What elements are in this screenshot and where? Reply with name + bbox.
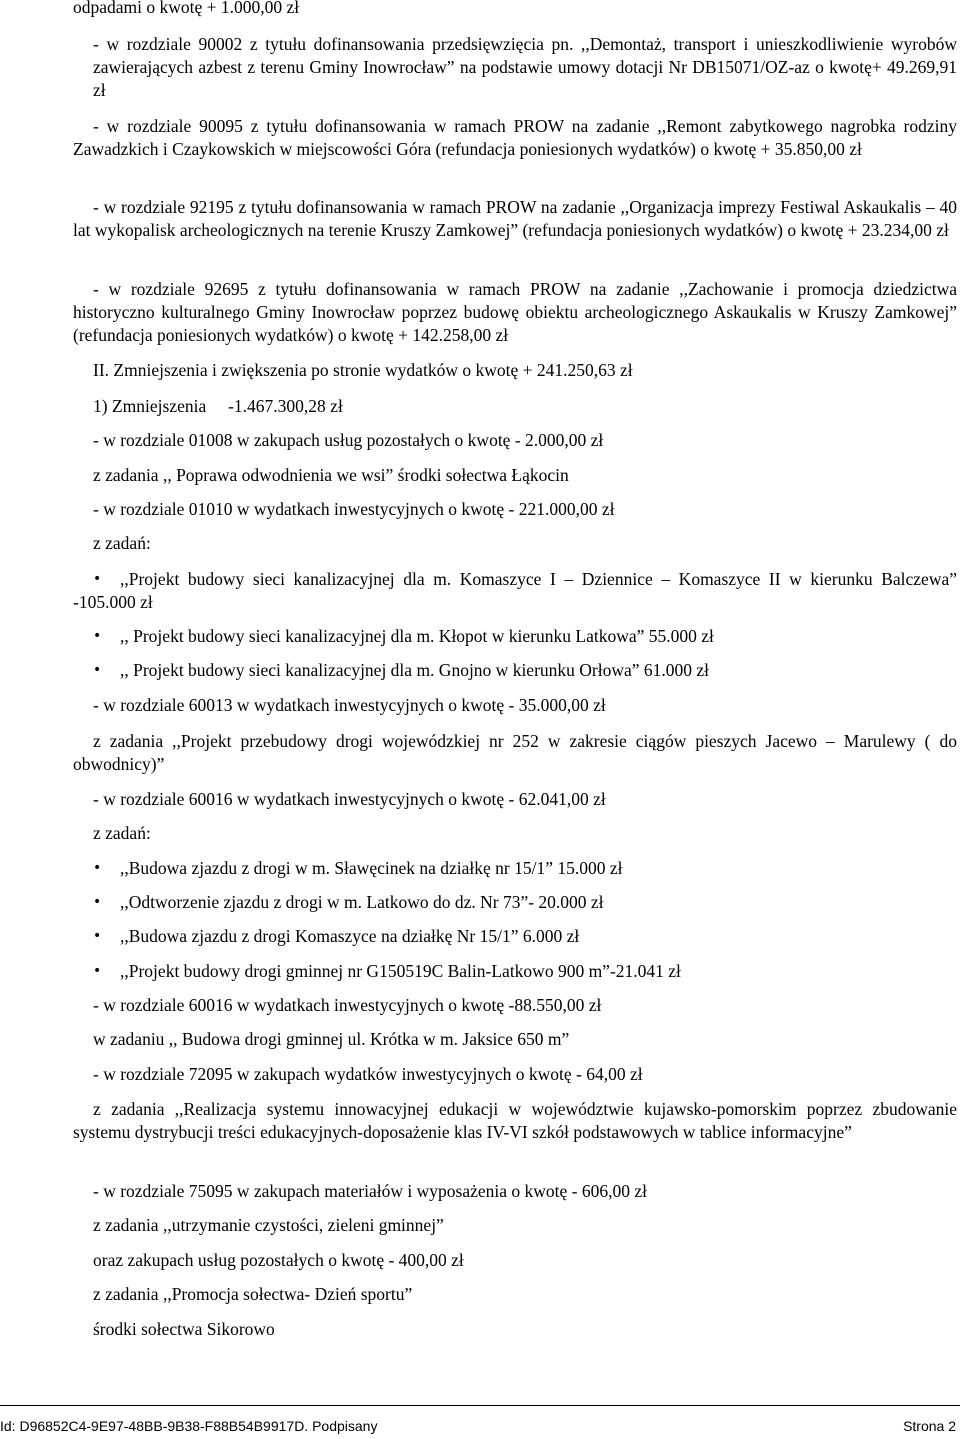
paragraph-72095-task-text: z zadania ,,Realizacja systemu innowacyjnej edukacji w województwie kujawsko-pomorskim poprzez zbudowanie systemu dystrybucji treści edukacyjnych-doposażenie klas IV-VI szkół podstawowych w tablice informacyjne” xyxy=(73,1099,957,1142)
document-id-text: Id: D96852C4-9E97-48BB-9B38-F88B54B9917D. Podpisany xyxy=(0,1418,378,1434)
paragraph-jaksice-task: w zadaniu ,, Budowa drogi gminnej ul. Krótka w m. Jaksice 650 m” xyxy=(93,1029,570,1049)
list-item xyxy=(73,857,957,880)
section-heading-ii: II. Zmniejszenia i zwiększenia po stronie wydatków o kwotę + 241.250,63 zł xyxy=(93,360,633,380)
paragraph-92195-text: - w rozdziale 92195 z tytułu dofinansowania w ramach PROW na zadanie ,,Organizacja imprezy Festiwal Askaukalis – 40 lat wykopalisk archeologicznych na terenie Kruszy Zamkowej” (refundacja poniesionych wydatków) o kwotę + 23.234,00 zł xyxy=(73,197,957,240)
list-item-text: ,, Projekt budowy sieci kanalizacyjnej dla m. Kłopot w kierunku Latkowa” 55.000 zł xyxy=(120,626,714,646)
paragraph-odpadami: odpadami o kwotę + 1.000,00 zł xyxy=(73,0,300,17)
list-item xyxy=(73,960,957,983)
paragraph-75095: - w rozdziale 75095 w zakupach materiałów i wyposażenia o kwotę - 606,00 zł xyxy=(93,1181,647,1201)
list-item xyxy=(73,925,957,948)
label-z-zadan-1: z zadań: xyxy=(93,533,151,553)
page-number: Strona 2 xyxy=(903,1418,956,1434)
bullet-icon: • xyxy=(93,894,102,910)
paragraph-01010: - w rozdziale 01010 w wydatkach inwestycyjnych o kwotę - 221.000,00 zł xyxy=(93,499,615,519)
bullet-icon: • xyxy=(93,662,102,678)
paragraph-72095: - w rozdziale 72095 w zakupach wydatków inwestycyjnych o kwotę - 64,00 zł xyxy=(93,1064,643,1084)
paragraph-90095 xyxy=(73,115,957,161)
paragraph-60013-task-text: z zadania ,,Projekt przebudowy drogi wojewódzkiej nr 252 w zakresie ciągów pieszych Jacewo – Marulewy ( do obwodnicy)” xyxy=(73,731,957,774)
subheading-zmniejszenia: 1) Zmniejszenia -1.467.300,28 zł xyxy=(93,396,343,416)
bullet-icon: • xyxy=(93,571,102,587)
paragraph-60016-a: - w rozdziale 60016 w wydatkach inwestycyjnych o kwotę - 62.041,00 zł xyxy=(93,789,606,809)
list-item xyxy=(73,659,957,682)
bullet-icon: • xyxy=(93,628,102,644)
paragraph-72095-task xyxy=(73,1098,957,1144)
bullet-icon: • xyxy=(93,928,102,944)
paragraph-92195 xyxy=(73,196,957,242)
list-item-text: ,,Odtworzenie zjazdu z drogi w m. Latkowo do dz. Nr 73”- 20.000 zł xyxy=(120,892,604,912)
list-item xyxy=(73,625,957,648)
paragraph-sikorowo: środki sołectwa Sikorowo xyxy=(93,1319,275,1339)
paragraph-90095-text: - w rozdziale 90095 z tytułu dofinansowania w ramach PROW na zadanie ,,Remont zabytkowego nagrobka rodziny Zawadzkich i Czaykowskich w miejscowości Góra (refundacja poniesionych wydatków) o kwotę + 35.850,00 zł xyxy=(73,116,957,159)
paragraph-uslugi: oraz zakupach usług pozostałych o kwotę - 400,00 zł xyxy=(93,1250,464,1270)
list-item-text: ,,Budowa zjazdu z drogi Komaszyce na działkę Nr 15/1” 6.000 zł xyxy=(120,926,580,946)
paragraph-01008: - w rozdziale 01008 w zakupach usług pozostałych o kwotę - 2.000,00 zł xyxy=(93,430,604,450)
paragraph-lakocin-task: z zadania ,, Poprawa odwodnienia we wsi” środki sołectwa Łąkocin xyxy=(93,465,569,485)
paragraph-92695 xyxy=(73,278,957,347)
bullet-icon: • xyxy=(93,860,102,876)
list-item-text: ,,Projekt budowy drogi gminnej nr G150519C Balin-Latkowo 900 m”-21.041 zł xyxy=(120,961,681,981)
paragraph-90002 xyxy=(93,33,957,102)
paragraph-60016-b: - w rozdziale 60016 w wydatkach inwestycyjnych o kwotę -88.550,00 zł xyxy=(93,995,602,1015)
paragraph-60013: - w rozdziale 60013 w wydatkach inwestycyjnych o kwotę - 35.000,00 zł xyxy=(93,695,606,715)
list-item-text: ,,Budowa zjazdu z drogi w m. Sławęcinek na działkę nr 15/1” 15.000 zł xyxy=(120,858,623,878)
paragraph-90002-text: - w rozdziale 90002 z tytułu dofinansowania przedsięwzięcia pn. ,,Demontaż, transport i unieszkodliwienie wyrobów zawierających azbest z terenu Gminy Inowrocław” na podstawie umowy dotacji Nr DB15071/OZ-az o kwotę+ 49.269,91 zł xyxy=(93,34,957,100)
list-item xyxy=(73,568,957,614)
page-footer xyxy=(0,1405,960,1439)
paragraph-czystosc-task: z zadania ,,utrzymanie czystości, zieleni gminnej” xyxy=(93,1215,444,1235)
list-item-text: ,, Projekt budowy sieci kanalizacyjnej dla m. Gnojno w kierunku Orłowa” 61.000 zł xyxy=(120,660,710,680)
paragraph-92695-text: - w rozdziale 92695 z tytułu dofinansowania w ramach PROW na zadanie ,,Zachowanie i promocja dziedzictwa historyczno kulturalnego Gminy Inowrocław poprzez budowę obiektu archeologicznego Askaukalis w Kruszy Zamkowej” (refundacja poniesionych wydatków) o kwotę + 142.258,00 zł xyxy=(73,279,957,345)
paragraph-60013-task xyxy=(73,730,957,776)
list-item xyxy=(73,891,957,914)
bullet-icon: • xyxy=(93,963,102,979)
paragraph-sport-task: z zadania ,,Promocja sołectwa- Dzień sportu” xyxy=(93,1284,413,1304)
list-item-text: ,,Projekt budowy sieci kanalizacyjnej dla m. Komaszyce I – Dziennice – Komaszyce II w kierunku Balczewa” -105.000 zł xyxy=(73,569,957,612)
label-z-zadan-2: z zadań: xyxy=(93,823,151,843)
